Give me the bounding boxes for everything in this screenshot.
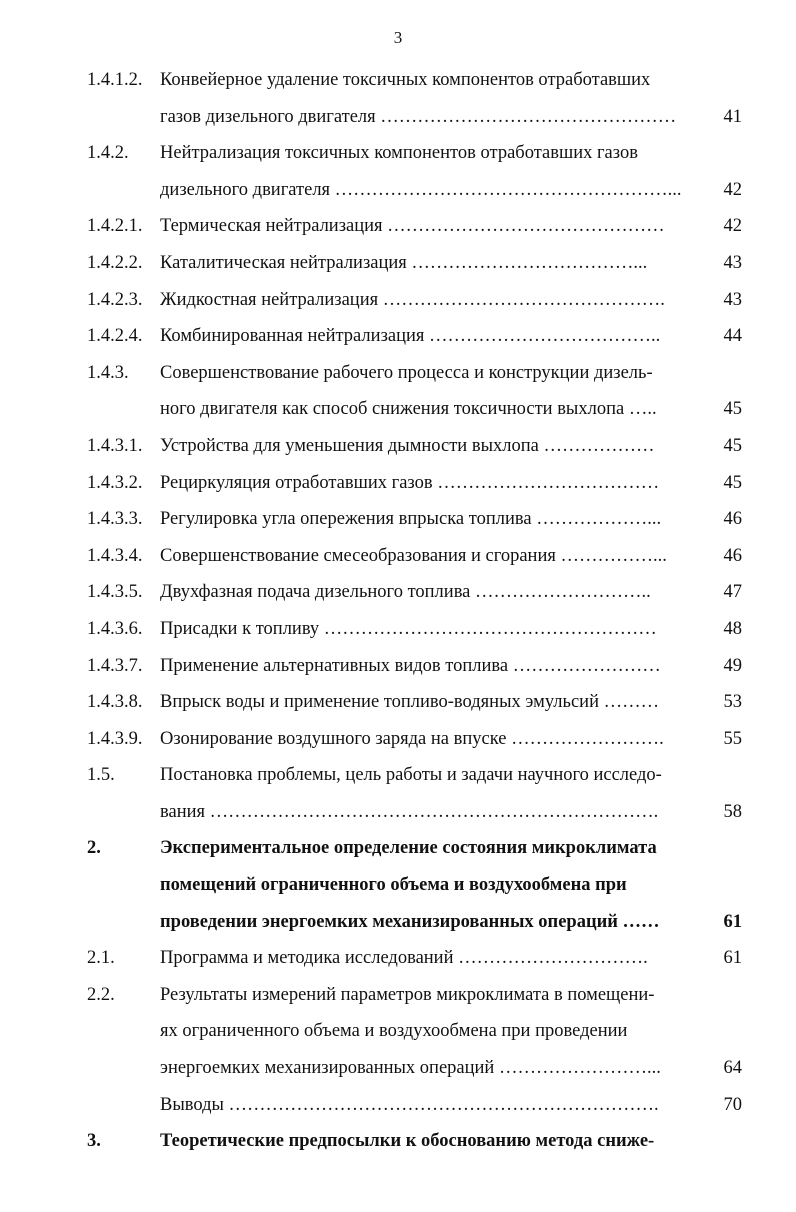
toc-entry-title: ях ограниченного объема и воздухообмена при проведении (160, 1021, 628, 1042)
toc-entry-title: Совершенствование рабочего процесса и конструкции дизель- (160, 362, 653, 383)
toc-entry-title: Нейтрализация токсичных компонентов отработавших газов (160, 143, 638, 164)
toc-entry-title: Экспериментальное определение состояния микроклимата (160, 838, 657, 859)
toc-page-number: 44 (723, 326, 742, 347)
toc-section-number: 1.5. (87, 765, 115, 786)
toc-section-number: 2.2. (87, 984, 115, 1005)
toc-entry-title: помещений ограниченного объема и воздухообмена при (160, 875, 627, 896)
toc-entry-title: энергоемких механизированных операций ……………………... (160, 1058, 661, 1079)
toc-section-number: 1.4.2. (87, 143, 129, 164)
toc-page-number: 49 (723, 655, 742, 676)
toc-page-number: 53 (723, 692, 742, 713)
toc-entry-title: Двухфазная подача дизельного топлива ……………………….. (160, 582, 651, 603)
toc-page-number: 43 (723, 289, 742, 310)
toc-entry-title: Постановка проблемы, цель работы и задачи научного исследо- (160, 765, 662, 786)
toc-row (0, 1052, 796, 1089)
toc-row (0, 686, 796, 723)
toc-section-number: 1.4.3.1. (87, 435, 143, 456)
toc-entry-title: Выводы ……………………………………………………………. (160, 1094, 659, 1115)
toc-entry-title: вания ………………………………………………………………. (160, 801, 659, 822)
toc-entry-title: Каталитическая нейтрализация ………………………………... (160, 252, 648, 273)
toc-entry-title: Регулировка угла опережения впрыска топлива ………………... (160, 509, 662, 530)
toc-row (0, 540, 796, 577)
table-of-contents (0, 64, 796, 1162)
toc-entry-title: Программа и методика исследований …………………………. (160, 948, 648, 969)
toc-section-number: 1.4.3.2. (87, 472, 143, 493)
toc-entry-title: Впрыск воды и применение топливо-водяных эмульсий ……… (160, 692, 660, 713)
toc-row (0, 1125, 796, 1162)
toc-row (0, 1089, 796, 1126)
toc-row (0, 320, 796, 357)
toc-section-number: 1.4.2.3. (87, 289, 143, 310)
toc-section-number: 1.4.3.8. (87, 692, 143, 713)
toc-page-number: 47 (723, 582, 742, 603)
toc-section-number: 1.4.1.2. (87, 70, 143, 90)
toc-section-number: 1.4.2.1. (87, 216, 143, 237)
toc-section-number: 1.4.3.3. (87, 509, 143, 530)
toc-row (0, 430, 796, 467)
toc-row (0, 576, 796, 613)
toc-row (0, 650, 796, 687)
toc-row (0, 942, 796, 979)
toc-row (0, 832, 796, 869)
toc-page-number: 70 (723, 1094, 742, 1115)
toc-page-number: 58 (723, 801, 742, 822)
toc-row (0, 979, 796, 1016)
toc-section-number: 1.4.3.4. (87, 545, 143, 566)
toc-entry-title: Совершенствование смесеобразования и сгорания ……………... (160, 545, 667, 566)
toc-entry-title: ного двигателя как способ снижения токсичности выхлопа ….. (160, 399, 657, 420)
toc-section-number: 1.4.3.7. (87, 655, 143, 676)
toc-page-number: 61 (723, 911, 742, 932)
toc-entry-title: Присадки к топливу ……………………………………………… (160, 618, 657, 639)
toc-page-number: 45 (723, 472, 742, 493)
toc-page-number: 46 (723, 509, 742, 530)
toc-page-number: 61 (723, 948, 742, 969)
toc-page-number: 45 (723, 435, 742, 456)
toc-row (0, 210, 796, 247)
toc-entry-title: Результаты измерений параметров микроклимата в помещени- (160, 984, 655, 1005)
toc-page-number: 42 (723, 179, 742, 200)
toc-row (0, 137, 796, 174)
toc-entry-title: газов дизельного двигателя ………………………………………… (160, 106, 677, 127)
toc-section-number: 2.1. (87, 948, 115, 969)
toc-page-number: 42 (723, 216, 742, 237)
toc-entry-title: Комбинированная нейтрализация ……………………………….. (160, 326, 661, 347)
toc-section-number: 1.4.3.9. (87, 728, 143, 749)
toc-row (0, 759, 796, 796)
toc-entry-title: Конвейерное удаление токсичных компонентов отработавших (160, 70, 651, 90)
toc-row (0, 796, 796, 833)
page-number: 3 (393, 28, 403, 47)
toc-row (0, 1015, 796, 1052)
toc-page-number: 48 (723, 618, 742, 639)
toc-section-number: 3. (87, 1131, 101, 1152)
toc-page-number: 41 (723, 106, 742, 127)
toc-section-number: 1.4.3.6. (87, 618, 143, 639)
toc-row (0, 467, 796, 504)
toc-entry-title: Термическая нейтрализация ……………………………………… (160, 216, 665, 237)
toc-row (0, 284, 796, 321)
toc-row (0, 906, 796, 943)
toc-section-number: 2. (87, 838, 101, 859)
toc-entry-title: Рециркуляция отработавших газов ……………………………… (160, 472, 660, 493)
toc-entry-title: проведении энергоемких механизированных операций …… (160, 911, 660, 932)
toc-section-number: 1.4.3.5. (87, 582, 143, 603)
toc-row (0, 101, 796, 138)
toc-entry-title: дизельного двигателя ………………………………………………... (160, 179, 682, 200)
toc-row (0, 357, 796, 394)
toc-row (0, 64, 796, 101)
toc-row (0, 503, 796, 540)
toc-row (0, 247, 796, 284)
toc-page-number: 45 (723, 399, 742, 420)
toc-row (0, 174, 796, 211)
toc-section-number: 1.4.2.2. (87, 252, 143, 273)
toc-row (0, 869, 796, 906)
toc-entry-title: Применение альтернативных видов топлива …………………… (160, 655, 661, 676)
toc-page-number: 64 (723, 1058, 742, 1079)
toc-section-number: 1.4.3. (87, 362, 129, 383)
toc-page-number: 46 (723, 545, 742, 566)
toc-row (0, 613, 796, 650)
toc-entry-title: Теоретические предпосылки к обоснованию метода сниже- (160, 1131, 655, 1152)
toc-page-number: 55 (723, 728, 742, 749)
toc-row (0, 393, 796, 430)
toc-row (0, 723, 796, 760)
toc-page-number: 43 (723, 252, 742, 273)
toc-entry-title: Устройства для уменьшения дымности выхлопа ……………… (160, 435, 655, 456)
toc-section-number: 1.4.2.4. (87, 326, 143, 347)
toc-entry-title: Жидкостная нейтрализация ………………………………………. (160, 289, 665, 310)
toc-entry-title: Озонирование воздушного заряда на впуске ……………………. (160, 728, 664, 749)
